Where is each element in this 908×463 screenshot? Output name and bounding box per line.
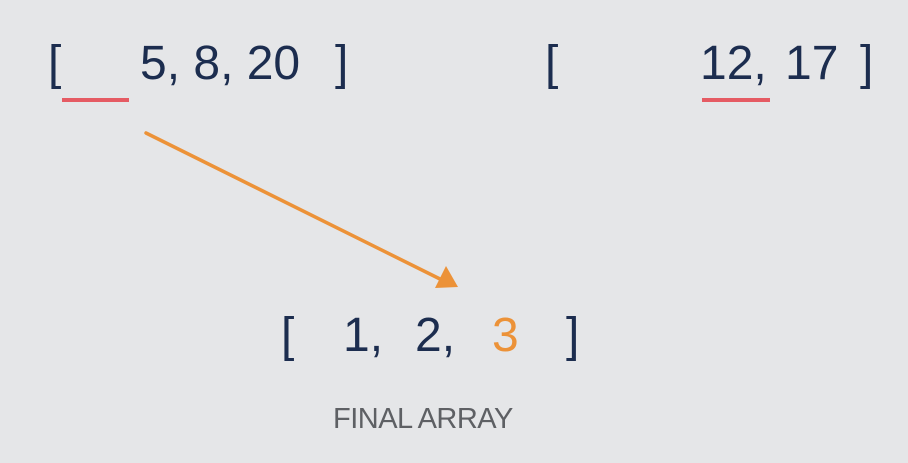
right-array-open-bracket: [ xyxy=(545,37,559,90)
move-arrow-shaft xyxy=(146,133,440,279)
left-array-values: 5, 8, 20 xyxy=(140,37,301,90)
final-array-close-bracket: ] xyxy=(566,309,580,362)
right-array-rest-values: 17 xyxy=(785,37,839,90)
final-array-value: 1, xyxy=(343,309,384,362)
final-array-open-bracket: [ xyxy=(281,309,295,362)
final-array-caption: FINAL ARRAY xyxy=(333,403,513,435)
final-array-new-value: 3 xyxy=(492,309,519,362)
final-array-value: 2, xyxy=(415,309,456,362)
right-array-close-bracket: ] xyxy=(860,37,874,90)
left-array-close-bracket: ] xyxy=(335,37,349,90)
left-array-open-bracket: [ xyxy=(48,37,62,90)
right-array-first-value: 12, xyxy=(700,37,767,90)
